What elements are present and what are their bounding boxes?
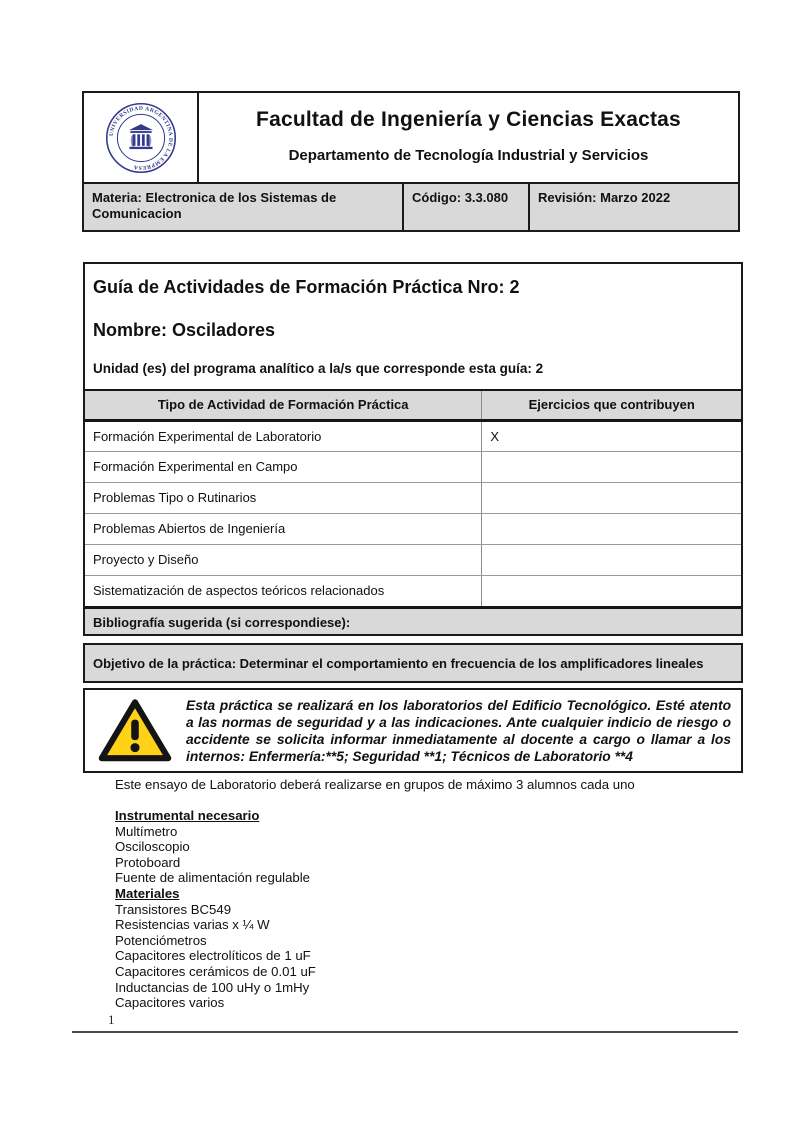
list-item: Osciloscopio (115, 839, 190, 855)
list-item: Capacitores varios (115, 995, 225, 1011)
faculty-title: Facultad de Ingeniería y Ciencias Exactas (256, 108, 681, 131)
activity-label: Problemas Tipo o Rutinarios (85, 482, 482, 513)
activity-label: Proyecto y Diseño (85, 544, 482, 575)
activity-value (482, 513, 741, 544)
column-header-exercises: Ejercicios que contribuyen (482, 390, 741, 420)
activity-table (85, 389, 741, 606)
activity-label: Formación Experimental en Campo (85, 451, 482, 482)
list-item: Inductancias de 100 uHy o 1mHy (115, 979, 310, 995)
list-item: Capacitores electrolíticos de 1 uF (115, 948, 311, 964)
header-title-row (84, 93, 738, 182)
activity-label: Problemas Abiertos de Ingeniería (85, 513, 482, 544)
guide-unit: Unidad (es) del programa analítico a la/s que corresponde esta guía: 2 (93, 361, 544, 376)
safety-warning-text: Esta práctica se realizará en los laboratorios del Edificio Tecnológico. Esté atento a las normas de seguridad y a las indicaciones. Ante cualquier indicio de riesgo o accidente se solicita informar inmediatamente al docente a cargo o llamar a los internos: Enfermería:**5; Seguridad **1; Técnicos de Laboratorio **4 (186, 697, 731, 764)
table-row (85, 544, 741, 575)
table-row (85, 482, 741, 513)
activity-value (482, 451, 741, 482)
list-item: Fuente de alimentación regulable (115, 870, 311, 886)
revision-cell: Revisión: Marzo 2022 (528, 184, 738, 230)
activity-label: Sistematización de aspectos teóricos relacionados (93, 583, 385, 599)
activity-value (482, 482, 741, 513)
safety-warning-box (83, 688, 743, 773)
list-item: Multímetro (115, 823, 178, 839)
guide-name: Nombre: Osciladores (93, 320, 276, 340)
seal-text: UNIVERSIDAD ARGENTINA DE LA EMPRESA (108, 105, 173, 170)
materials-heading: Materiales (115, 885, 180, 901)
table-row (85, 451, 741, 482)
list-item: Transistores BC549 (115, 901, 232, 917)
logo-cell (84, 93, 199, 182)
list-item: Protoboard (115, 854, 181, 870)
activity-table-header-row (85, 390, 741, 420)
department-title: Departamento de Tecnología Industrial y Servicios (288, 147, 649, 164)
column-header-activity-type: Tipo de Actividad de Formación Práctica (85, 390, 482, 420)
activity-value (482, 544, 741, 575)
objective-bar: Objetivo de la práctica: Determinar el comportamiento en frecuencia de los amplificadores lineales (83, 643, 743, 683)
bibliography-bar: Bibliografía sugerida (si correspondiese): (85, 606, 741, 634)
page-number: 1 (108, 1012, 115, 1027)
footer-rule (72, 1031, 738, 1033)
table-row (85, 513, 741, 544)
main-content (83, 262, 743, 1011)
materia-cell: Materia: Electronica de los Sistemas de Comunicacion (92, 190, 337, 221)
guide-title: Guía de Actividades de Formación Práctica Nro: 2 (93, 277, 520, 297)
header-titles (199, 93, 738, 182)
table-row (85, 420, 741, 451)
university-seal-icon (104, 101, 178, 175)
activity-value (482, 575, 741, 606)
header-meta-row (84, 182, 738, 230)
guide-box (83, 262, 743, 636)
list-item: Capacitores cerámicos de 0.01 uF (115, 963, 316, 979)
list-item: Resistencias varias x ¼ W (115, 917, 270, 933)
list-item: Potenciómetros (115, 932, 207, 948)
activity-value: X (482, 420, 741, 451)
group-note: Este ensayo de Laboratorio deberá realizarse en grupos de máximo 3 alumnos cada uno (115, 777, 635, 792)
activity-label: Formación Experimental de Laboratorio (85, 420, 482, 451)
warning-triangle-icon (97, 697, 173, 765)
instruments-heading: Instrumental necesario (115, 808, 260, 823)
codigo-cell: Código: 3.3.080 (402, 184, 528, 230)
table-row (85, 575, 741, 606)
equipment-lists (115, 808, 743, 1011)
document-header (82, 91, 740, 232)
